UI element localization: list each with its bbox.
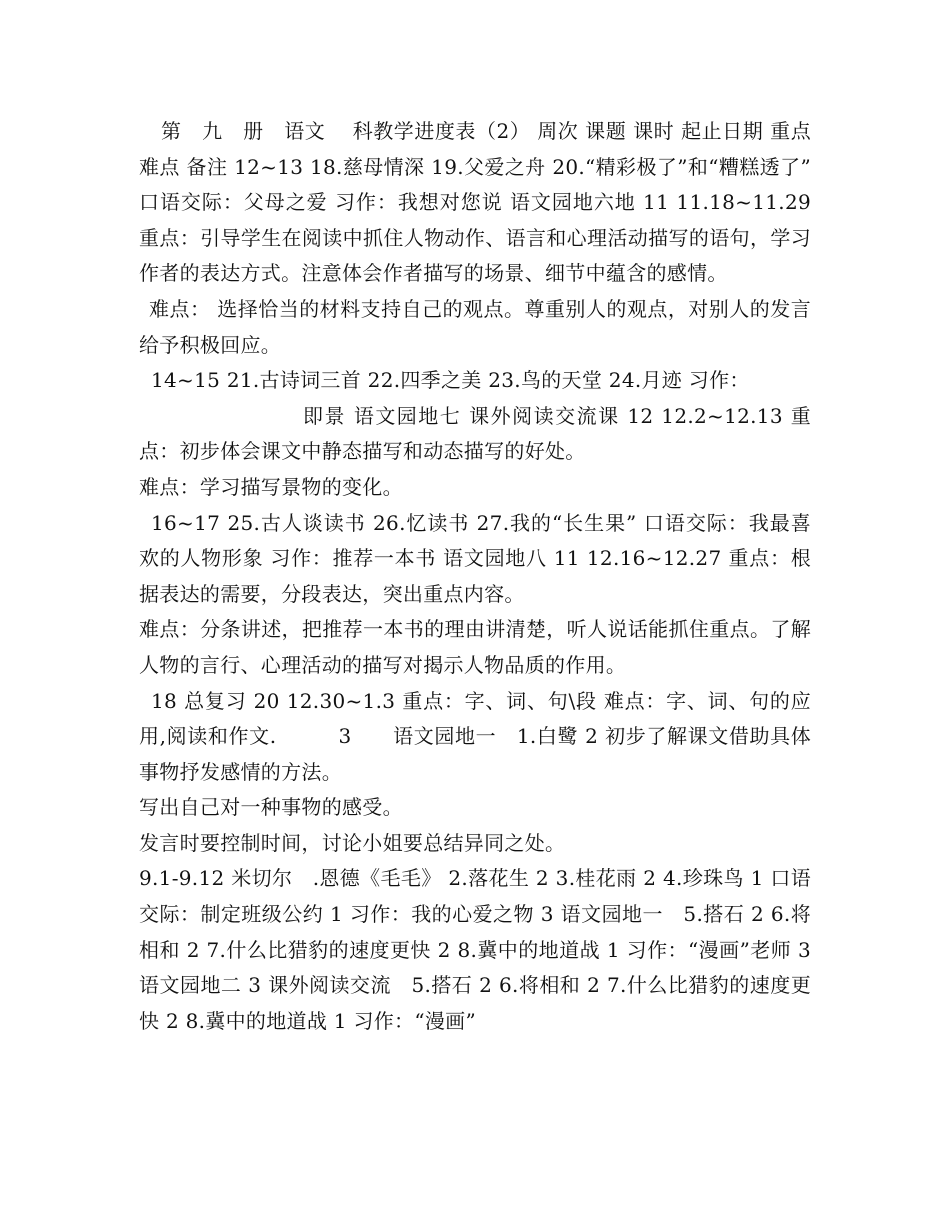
paragraph-feelings: 写出自己对一种事物的感受。 [139, 795, 403, 820]
paragraph-week-18-review: 18 总复习 20 12.30~1.3 重点：字、词、句\段 难点：字、词、句的应用,阅读和作文. 3 语文园地一 1.白鹭 2 初步了解课文借助具体事物抒发感情的方法。 [139, 688, 811, 784]
paragraph-unit7-focus: 即景 语文园地七 课外阅读交流课 12 12.2~12.13 重点：初步体会课文中静态描写和动态描写的好处。 [139, 403, 811, 464]
paragraph-difficulty-unit8: 难点：分条讲述，把推荐一本书的理由讲清楚，听人说话能抓住重点。了解人物的言行、心理活动的描写对揭示人物品质的作用。 [139, 617, 811, 677]
document-body [139, 114, 811, 1039]
paragraph-difficulty-unit7: 难点：学习描写景物的变化。 [139, 474, 403, 499]
paragraph-difficulty-unit6: 难点： 选择恰当的材料支持自己的观点。尊重别人的观点，对别人的发言给予积极回应。 [139, 296, 811, 357]
paragraph-schedule-title: 第 九 册 语文 科教学进度表（2） 周次 课题 课时 起止日期 重点难点 备注 12~13 18.慈母情深 19.父爱之舟 20.“精彩极了”和“糟糕透了” 口语交际：父母之爱 习作：我想对您说 语文园地六地 11 11.18~11.29 重点：引导学生在阅读中抓住人物动作、语言和心理活动描写的语句，学习作者的表达方式。注意体会作者描写的场景、细节中蕴含的感情。 [139, 119, 811, 286]
paragraph-unit1-2-lessons: 9.1-9.12 米切尔 .恩德《毛毛》 2.落花生 2 3.桂花雨 2 4.珍珠鸟 1 口语交际：制定班级公约 1 习作：我的心爱之物 3 语文园地一 5.搭石 2 6.将相和 2 7.什么比猎豹的速度更快 2 8.冀中的地道战 1 习作：“漫画”老师 3 语文园地二 3 课外阅读交流 5.搭石 2 6.将相和 2 7.什么比猎豹的速度更快 2 8.冀中的地道战 1 习作：“漫画” [139, 866, 811, 1033]
paragraph-weeks-14-15: 14~15 21.古诗词三首 22.四季之美 23.鸟的天堂 24.月迹 习作： [151, 368, 750, 393]
paragraph-weeks-16-17: 16~17 25.古人谈读书 26.忆读书 27.我的“长生果” 口语交际：我最喜欢的人物形象 习作：推荐一本书 语文园地八 11 12.16~12.27 重点：根据表达的需要，分段表达，突出重点内容。 [139, 510, 811, 606]
paragraph-speaking-time: 发言时要控制时间，讨论小姐要总结异同之处。 [139, 830, 566, 855]
